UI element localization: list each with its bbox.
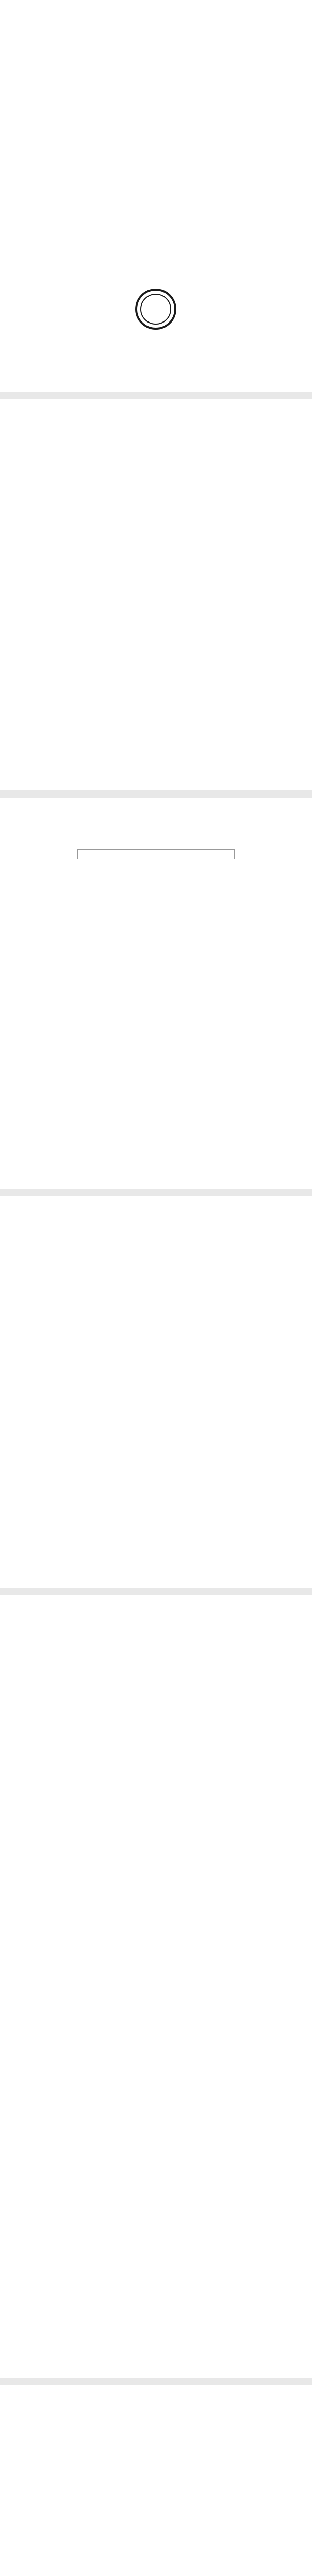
editorial-council	[49, 1356, 152, 1359]
council-page	[0, 1196, 312, 1588]
page-separator	[0, 1588, 312, 1595]
cover-page	[0, 0, 312, 392]
summary-page	[0, 1595, 312, 2378]
cip-record	[77, 849, 235, 859]
page-separator	[0, 790, 312, 798]
scientific-committee	[162, 1356, 266, 1359]
apresentacao-body	[58, 2473, 254, 2475]
catalog-footer	[77, 952, 235, 955]
page-separator	[0, 1189, 312, 1196]
page-separator	[0, 392, 312, 399]
title-page	[0, 399, 312, 790]
apresentacao-page	[0, 2385, 312, 2576]
publisher-seal-icon	[135, 289, 176, 330]
publisher-seal-text	[140, 294, 171, 325]
catalog-page	[0, 798, 312, 1189]
page-separator	[0, 2378, 312, 2385]
